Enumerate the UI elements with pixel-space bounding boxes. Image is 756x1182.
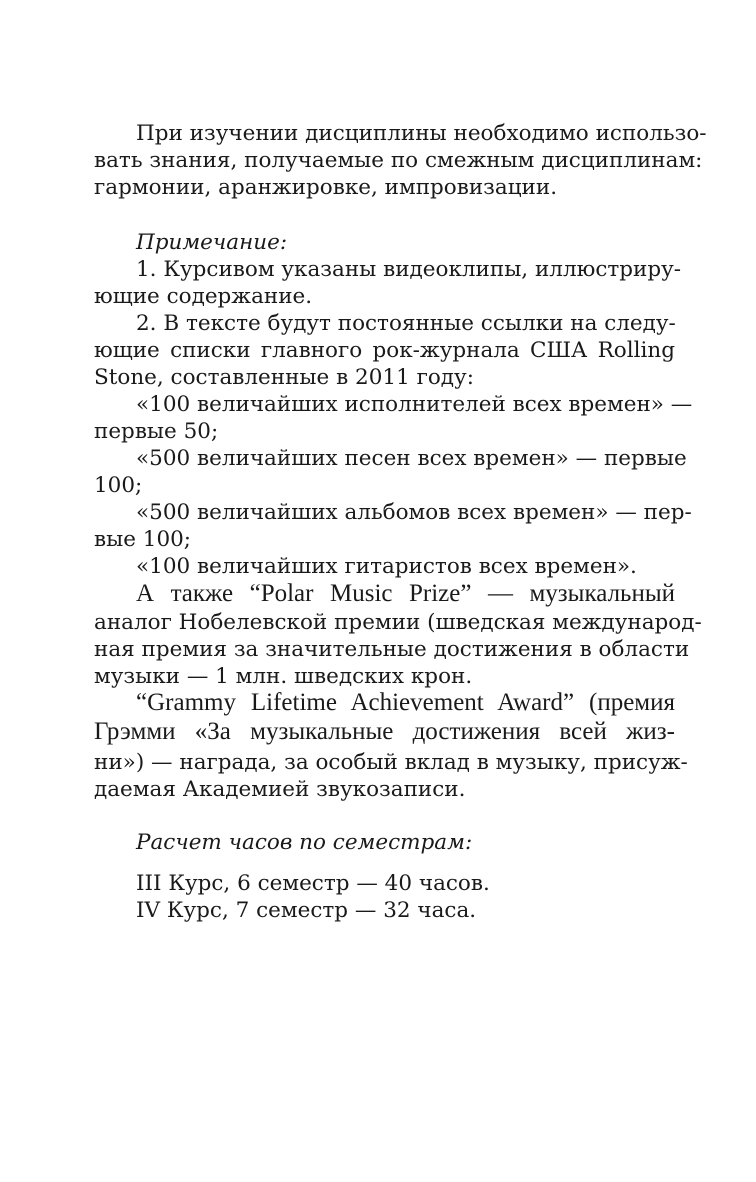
intro-line: вать знания, получаемые по смежным дисциплинам: xyxy=(94,148,703,173)
note-line: ни») — награда, за особый вклад в музыку, присуж- xyxy=(94,750,688,775)
note-line: первые 50; xyxy=(94,419,219,444)
note-line: Грэмми «За музыкальные достижения всей жиз- xyxy=(94,718,675,745)
note-line: «500 величайших песен всех времен» — первые xyxy=(136,446,687,471)
note-line: «100 величайших гитаристов всех времен». xyxy=(136,554,637,579)
note-line: ющие содержание. xyxy=(94,284,313,309)
note-line: ная премия за значительные достижения в области xyxy=(94,637,690,662)
note-line: аналог Нобелевской премии (шведская международ- xyxy=(94,610,702,635)
note-line: “Grammy Lifetime Achievement Award” (премия xyxy=(136,689,675,716)
note-line: «500 величайших альбомов всех времен» — пер- xyxy=(136,500,692,525)
note-line: Stone, составленные в 2011 году: xyxy=(94,365,474,390)
note-line: ющие списки главного рок-журнала США Rolling xyxy=(94,338,675,363)
note-line: 100; xyxy=(94,473,143,498)
note-line: 2. В тексте будут постоянные ссылки на следу- xyxy=(136,311,676,336)
note-line: даемая Академией звукозаписи. xyxy=(94,777,466,802)
note-heading: Примечание: xyxy=(136,230,288,255)
note-line: 1. Курсивом указаны видеоклипы, иллюстриру- xyxy=(136,257,682,282)
hours-line: IV Курс, 7 семестр — 32 часа. xyxy=(136,898,477,923)
note-line: А также “Polar Music Prize” — музыкальный xyxy=(136,580,675,607)
note-line: музыки — 1 млн. шведских крон. xyxy=(94,664,473,689)
intro-line: При изучении дисциплины необходимо использо- xyxy=(136,121,707,146)
hours-heading: Расчет часов по семестрам: xyxy=(136,830,473,855)
hours-line: III Курс, 6 семестр — 40 часов. xyxy=(136,871,490,896)
intro-line: гармонии, аранжировке, импровизации. xyxy=(94,175,558,200)
note-line: вые 100; xyxy=(94,527,192,552)
note-line: «100 величайших исполнителей всех времен» — xyxy=(136,392,693,417)
